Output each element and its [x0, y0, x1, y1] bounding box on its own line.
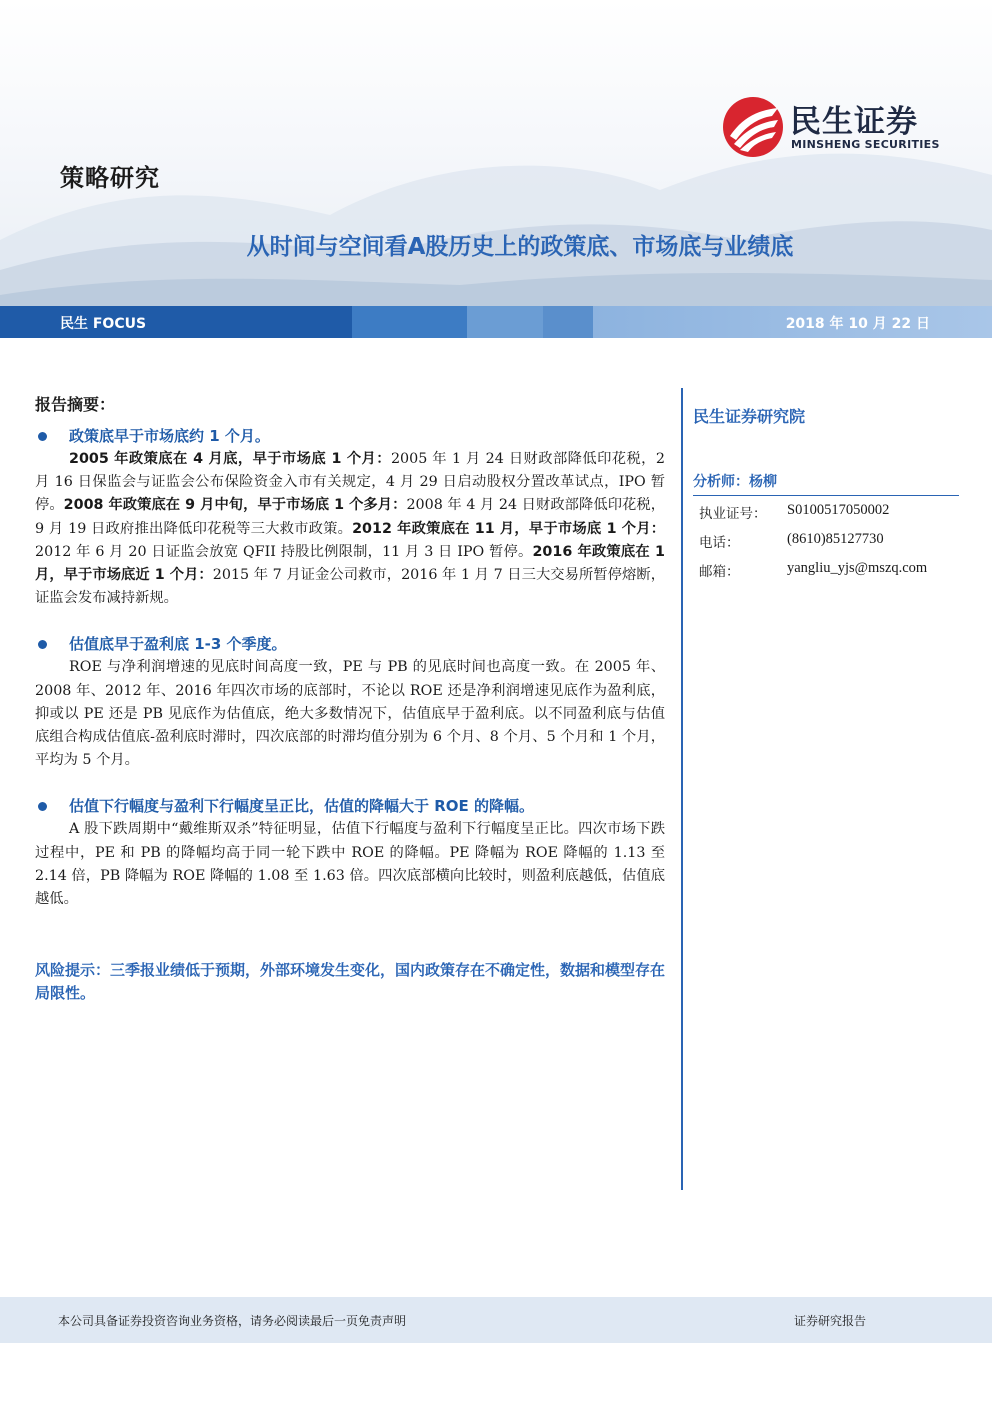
report-summary — [35, 392, 665, 1005]
report-category: 策略研究 — [60, 164, 160, 192]
company-logo — [722, 94, 952, 158]
logo-english-text: MINSHENG SECURITIES — [791, 138, 940, 151]
minsheng-emblem-icon — [722, 96, 784, 158]
phone-row — [693, 529, 959, 554]
bullet-icon — [38, 802, 47, 811]
license-label: 执业证号： — [699, 506, 767, 522]
series-label: 民生 FOCUS — [60, 316, 147, 332]
phone-label: 电话： — [699, 535, 740, 551]
section-heading-text: 政策底早于市场底约 1 个月。 — [69, 427, 270, 445]
email-label: 邮箱： — [699, 564, 740, 580]
footer-report-type: 证券研究报告 — [793, 1314, 866, 1328]
risk-warning: 风险提示：三季报业绩低于预期，外部环境发生变化，国内政策存在不确定性，数据和模型存在局限性。 — [35, 961, 666, 1003]
email-row — [693, 558, 959, 583]
report-title: 从时间与空间看A股历史上的政策底、市场底与业绩底 — [246, 234, 794, 260]
institute-name: 民生证券研究院 — [693, 407, 806, 426]
section-body-1 — [35, 448, 665, 610]
text-run-bold: 2016 年政策底在 1 月，早于市场底近 1 个月： — [35, 543, 665, 584]
report-date: 2018 年 10 月 22 日 — [785, 316, 930, 332]
section-heading-2 — [35, 632, 665, 656]
bullet-icon — [38, 432, 47, 441]
section-heading-1 — [35, 424, 665, 448]
phone-value: (8610)85127730 — [787, 531, 884, 547]
email-value[interactable]: yangliu_yjs@mszq.com — [787, 560, 928, 576]
column-divider — [681, 388, 683, 1190]
section-body-2: ROE 与净利润增速的见底时间高度一致，PE 与 PB 的见底时间也高度一致。在 2005 年、2008 年、2012 年、2016 年四次市场的底部时，不论以 ROE 还是净利润增速见底作为盈利底，抑或以 PE 还是 PB 见底作为估值底，绝大多数情况下，估值底早于盈利底。以不同盈利底与估值底组合构成估值底-盈利底时滞时，四次底部的时滞均值分别为 6 个月、8 个月、5 个月和 1 个月，平均为 5 个月。 — [35, 659, 665, 769]
license-row — [693, 500, 959, 525]
section-heading-text: 估值底早于盈利底 1-3 个季度。 — [69, 635, 287, 654]
title-band — [0, 306, 992, 338]
bullet-icon — [38, 640, 47, 649]
text-run-bold: 2012 年政策底在 11 月，早于市场底 1 个月： — [352, 520, 665, 537]
footer-disclaimer: 本公司具备证券投资咨询业务资格，请务必阅读最后一页免责声明 — [58, 1314, 407, 1328]
logo-chinese-text: 民生证券 — [790, 104, 918, 140]
sidebar — [693, 404, 959, 583]
section-heading-text: 估值下行幅度与盈利下行幅度呈正比，估值的降幅大于 ROE 的降幅。 — [69, 797, 534, 816]
text-run: 2012 年 6 月 20 日证监会放宽 QFII 持股比例限制，11 月 3 日 IPO 暂停。 — [35, 543, 533, 560]
page-footer — [0, 1297, 992, 1343]
text-run: 2005 年 1 月 24 日财政部降低印花税，2 月 16 日保监会与证监会公布保险资金入市有关规定，4 月 29 日启动股权分置改革试点，IPO 暂停。 — [35, 451, 665, 514]
analyst-name: 分析师：杨柳 — [693, 471, 959, 496]
summary-heading: 报告摘要： — [35, 395, 116, 414]
text-run: 2015 年 7 月证金公司救市，2016 年 1 月 7 日三大交易所暂停熔断，证监会发布减持新规。 — [35, 567, 665, 607]
text-run-bold: 2008 年政策底在 9 月中旬，早于市场底 1 个多月： — [63, 497, 407, 514]
section-body-3: A 股下跌周期中“戴维斯双杀”特征明显，估值下行幅度与盈利下行幅度呈正比。四次市场下跌过程中，PE 和 PB 的降幅均高于同一轮下跌中 ROE 的降幅。PE 降幅为 ROE 降幅的 1.13 至 2.14 倍，PB 降幅为 ROE 降幅的 1.08 至 1.63 倍。四次底部横向比较时，则盈利底越低，估值底越低。 — [35, 821, 665, 908]
text-run-bold: 2005 年政策底在 4 月底，早于市场底 1 个月： — [69, 451, 391, 467]
section-heading-3 — [35, 794, 665, 818]
text-run: 2008 年 4 月 24 日财政部降低印花税，9 月 19 日政府推出降低印花税等三大救市政策。 — [35, 497, 665, 537]
license-value: S0100517050002 — [787, 502, 890, 518]
